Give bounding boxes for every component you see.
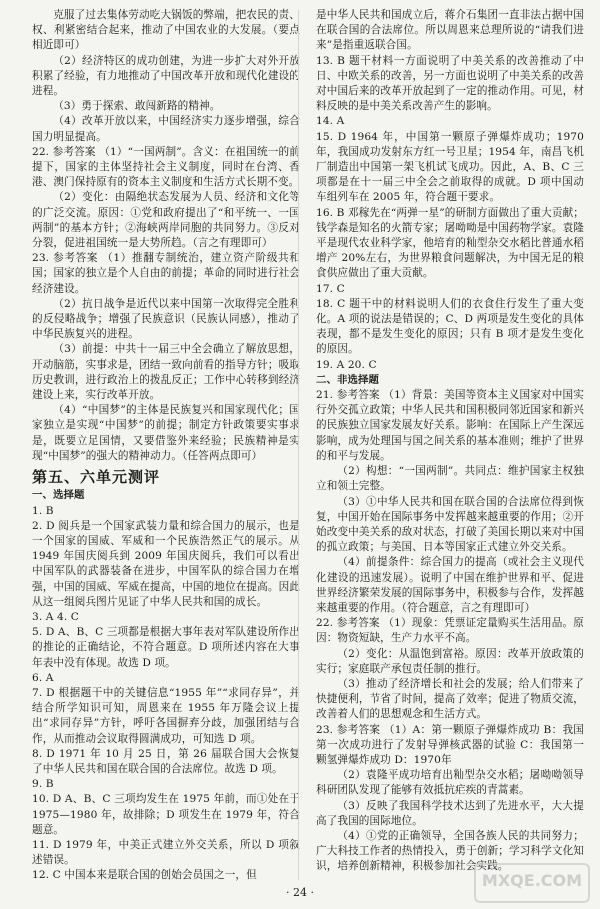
- answer-paragraph: （4）“中国梦”的主体是民族复兴和国家现代化；国家独立是实现“中国梦”的前提；制定方针政策要实事求是，既要立足国情，又要借鉴外来经验；民族精神是实现“中国梦”的强大的精神动力。（任答两点即可）: [32, 404, 300, 462]
- answer-paragraph: 21. 参考答案 （1）背景：美国等资本主义国家对中国实行外交孤立政策；中华人民共和国积极同邻近国家和新兴的民族独立国家发展友好关系。影响：在国际上产生深远影响，成为处理国与国之间关系的基本准则；维护了世界的和平与发展。: [316, 389, 584, 462]
- left-column: [32, 8, 300, 884]
- answer-paragraph: （3）前提：中共十一届三中全会确立了解放思想，开动脑筋，实事求是，团结一致向前看的指导方针；吸取历史教训，进行政治上的拨乱反正；工作中心转移到经济建设上来，实行改革开放。: [32, 343, 300, 402]
- answer-paragraph: （2）构想：“一国两制”。共同点：维护国家主权独立和领土完整。: [316, 465, 584, 493]
- answer-paragraph: （4）①党的正确领导，全国各族人民的共同努力；广大科技工作者的热情投入，勇于创新；学习科学文化知识，培养创新精神，积极参加社会实践。: [316, 829, 584, 873]
- answer-paragraph: （2）袁隆平成功培育出籼型杂交水稻；屠呦呦领导科研团队发现了能够有效抵抗疟疾的青蒿素。: [316, 769, 584, 797]
- answer-paragraph: 是中华人民共和国成立后，蒋介石集团一直非法占据中国在联合国的合法席位。所以周恩来总理所说的“请我们进来”是指重返联合国。: [316, 9, 584, 52]
- answer-paragraph: 8. D 1971 年 10 月 25 日，第 26 届联合国大会恢复了中华人民共和国在联合国的合法席位。故选 D 项。: [32, 747, 300, 775]
- unit-title: 第五、六单元测评: [32, 468, 161, 487]
- answer-paragraph: 2. D 阅兵是一个国家武装力量和综合国力的展示，也是一个国家的国威、军威和一个民族浩然正气的展示。从 1949 年国庆阅兵到 2009 年国庆阅兵，我们可以看出中国军队的武器装备在进步，中国军队的综合国力在增强，中国的国威、军威在提高，中国的地位在提高。因此从这一组阅兵图片见证了中华人民共和国的成长。: [32, 519, 300, 608]
- answer-paragraph: 6. A: [32, 671, 54, 684]
- answer-paragraph: （3）勇于探索、敢闯新路的精神。: [53, 100, 221, 113]
- answer-paragraph: （2）变化：从温饱到富裕。原因：改革开放政策的实行；家庭联产承包责任制的推行。: [316, 647, 584, 675]
- answer-paragraph: 16. B 邓稼先在“两弹一星”的研制方面做出了重大贡献；钱学森是知名的火箭专家；屠呦呦是中国药物学家。袁隆平是现代农业科学家，他培育的籼型杂交水稻比普通水稻增产 20%左右，为世界粮食问题解决，为中国无足的粮食供应做出了重大贡献。: [316, 206, 584, 280]
- section-heading: 二、非选择题: [316, 373, 379, 386]
- answer-paragraph: 14. A: [316, 115, 345, 128]
- answer-paragraph: （4）前提条件：综合国力的提高（或社会主义现代化建设的迅速发展）。说明了中国在维护世界和平、促进世界经济繁荣发展的国际事务中，积极参与合作，发挥越来越重要的作用。（符合题意，言之有理即可）: [316, 556, 584, 614]
- answer-paragraph: （3）①中华人民共和国在联合国的合法席位得到恢复，中国开始在国际事务中发挥越来越重要的作用；②开始改变中美关系的敌对状态，打破了美国长期以来对中国的孤立政策；与美国、日本等国家正式建立外交关系。: [316, 495, 584, 554]
- answer-paragraph: 22. 参考答案 （1）现象：凭票证定量购买生活用品。原因：物资短缺，生产力水平不高。: [316, 617, 584, 645]
- answer-paragraph: 11. D 1979 年，中美正式建立外交关系，所以 D 项叙述错误。: [32, 838, 300, 867]
- answer-paragraph: 23. 参考答案 （1）A：第一颗原子弹爆炸成功 B：我国第一次成功进行了发射导弹核武器的试验 C：我国第一颗氢弹爆炸成功 D：1970年: [316, 723, 584, 766]
- answer-paragraph: 22. 参考答案 （1）“一国两制”。含义：在祖国统一的前提下，国家的主体坚持社会主义制度，同时在台湾、香港、澳门保持原有的资本主义制度和生活方式长期不变。: [32, 145, 300, 189]
- answer-paragraph: （2）抗日战争是近代以来中国第一次取得完全胜利的反侵略战争；增强了民族意识（民族认同感），推动了中华民族复兴的进程。: [32, 297, 300, 341]
- answer-paragraph: 19. A 20. C: [316, 358, 377, 371]
- watermark-logo: MXQE.COM: [474, 863, 590, 903]
- answer-paragraph: （3）反映了我国科学技术达到了先进水平，大大提高了我国的国际地位。: [316, 799, 584, 827]
- right-column: [316, 8, 584, 875]
- answer-paragraph: 9. B: [32, 778, 54, 791]
- page-number: · 24 ·: [286, 886, 314, 899]
- answer-paragraph: 5. D A、B、C 三项都是根据大事年表对军队建设所作出的推论的正确结论，不符合题意。D 项所述内容在大事年表中没有体现。故选 D 项。: [32, 626, 300, 669]
- answer-paragraph: 12. C 中国本来是联合国的创始会员国之一，但: [32, 869, 257, 882]
- column-divider: [298, 10, 299, 880]
- answer-paragraph: 23. 参考答案 （1）推翻专制统治，建立资产阶级共和国；国家的独立是个人自由的前提；革命的同时进行社会经济建设。: [32, 252, 300, 295]
- answer-paragraph: 1. B: [32, 504, 54, 517]
- answer-paragraph: 7. D 根据题干中的关键信息“1955 年”“求同存异”，并结合所学知识可知，周恩来在 1955 年万隆会议上提出“求同存异”方针，呼吁各国摒弃分歧，加强团结与合作，从而推动会议取得圆满成功，可知选 D 项。: [32, 686, 300, 745]
- answer-paragraph: 17. C: [316, 282, 345, 295]
- answer-paragraph: 10. D A、B、C 三项均发生在 1975 年前，而①处在于 1975—1980 年，故排除；D 项发生在 1979 年，符合题意。: [32, 793, 300, 836]
- answer-paragraph: 18. C 题干中的材料说明人们的衣食住行发生了重大变化。A 项的说法是错误的；C、D 两项是发生变化的具体表现，都不是发生变化的原因；只有 B 项才是发生变化的原因。: [316, 297, 584, 356]
- answer-paragraph: （2）变化：由隔绝状态发展为人员、经济和文化等的广泛交流。原因：①党和政府提出了“和平统一、一国两制”的基本方针；②海峡两岸同胞的共同努力。③反对分裂，促进祖国统一是大势所趋。（言之有理即可）: [32, 191, 300, 250]
- answer-paragraph: 3. A 4. C: [32, 610, 79, 623]
- answer-paragraph: （3）推动了经济增长和社会的发展；给人们带来了快捷便利，节省了时间，提高了效率；促进了物质交流，改善着人们的思想观念和生活方式。: [316, 677, 584, 721]
- answer-paragraph: 13. B 题干材料一方面说明了中美关系的改善推动了中日、中欧关系的改善，另一方面也说明了中美关系的改善对中国后来的改革开放起到了一定的推动作用。可见，材料反映的是中美关系改善产生的影响。: [316, 54, 584, 113]
- answer-paragraph: 克服了过去集体劳动吃大锅饭的弊端，把农民的责、权、利紧密结合起来，推动了中国农业的大发展。（要点相近即可）: [32, 9, 300, 52]
- answer-paragraph: （2）经济特区的成功创建，为进一步扩大对外开放积累了经验，有力地推动了中国改革开放和现代化建设的进程。: [32, 54, 300, 98]
- answer-paragraph: 15. D 1964 年，中国第一颗原子弹爆炸成功；1970 年，我国成功发射东方红一号卫星；1954 年，南昌飞机厂制造出中国第一架飞机试飞成功。因此，A、B、C 三项都是在十一届三中全会之前取得的成就。D 项中国动车组列车在 2005 年，符合题干要求。: [316, 130, 584, 204]
- section-heading: 一、选择题: [32, 489, 85, 502]
- answer-paragraph: （4）改革开放以来，中国经济实力逐步增强，综合国力明显提高。: [32, 115, 300, 143]
